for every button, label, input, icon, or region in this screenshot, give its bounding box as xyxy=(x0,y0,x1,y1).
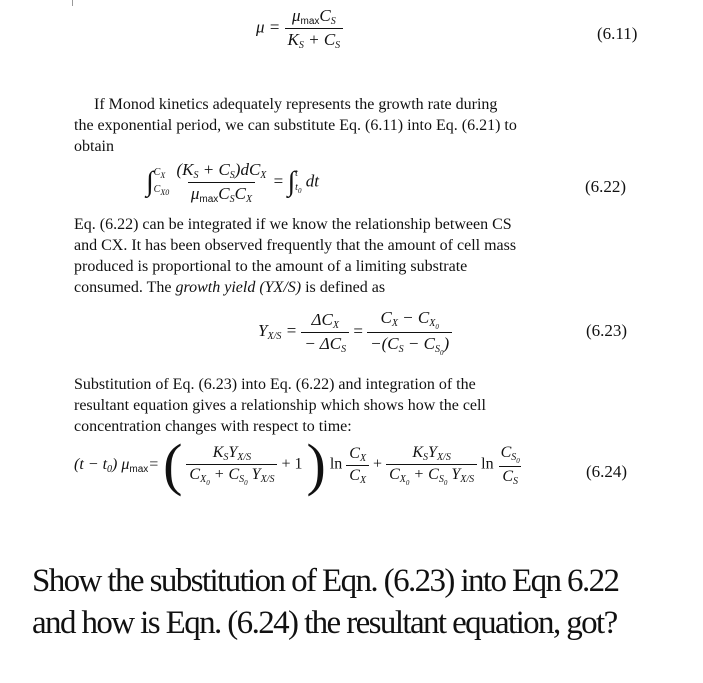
question-line: and how is Eqn. (6.24) the resultant equation, got? xyxy=(32,605,617,641)
equation-6-23: $Y_{X/S}$ = $\frac{\Delta C_X}{- \Delta C_S}$ = $\frac{C_X - C_{X_0}}{-(C_S - C_{S_0})}$ xyxy=(258,308,452,357)
equation-number-6-11: (6.11) xyxy=(597,24,638,43)
paragraph-monod xyxy=(74,94,630,157)
text-line: and CX. It has been observed frequently that the amount of cell mass xyxy=(74,237,517,254)
equation-number-6-23: (6.23) xyxy=(586,321,628,340)
text-line: the exponential period, we can substitute Eq. (6.11) into Eq. (6.21) to xyxy=(74,117,517,134)
text-line: Substitution of Eq. (6.23) into Eq. (6.22) and integration of the xyxy=(74,376,476,393)
equation-number-6-22: (6.22) xyxy=(585,177,627,196)
equation-6-24: $(t - t_0)$ $\mu_{max}=$ ( $\frac{K_SY_{X/S}}{C_{X_0} + C_{S_0} Y_{X/S}}$ + 1 ) ln $\frac{C_X}{C_X}$ + $\frac{K_SY_{X/S}}{C_{X_0} + C_{S_0} Y_{X/S}}$ ln $\frac{C_{S_0}}{C_S}$ xyxy=(74,432,520,497)
equation-6-22: $\int C_X$ $C_{X0}$ $\frac{(K_S + C_S)dC_X}{\mu_{max}C_SC_X}$ = ∫t $t_0$ dt xyxy=(146,160,319,205)
text-line: concentration changes with respect to time: xyxy=(74,418,352,435)
equation-6-11: μ = $\frac{\mu_{max}C_S}{K_S + C_S}$ xyxy=(256,6,343,51)
text-line: resultant equation gives a relationship which shows how the cell xyxy=(74,397,486,414)
question-line: Show the substitution of Eqn. (6.23) into Eqn 6.22 xyxy=(32,563,619,599)
text-line: If Monod kinetics adequately represents the growth rate during xyxy=(94,96,498,113)
growth-yield-term: growth yield (YX/S) xyxy=(175,279,302,296)
question-text xyxy=(32,560,692,644)
text-line: obtain xyxy=(74,138,114,155)
paragraph-yield xyxy=(74,214,630,298)
text-line: Eq. (6.22) can be integrated if we know the relationship between CS xyxy=(74,216,512,233)
text-line: produced is proportional to the amount of a limiting substrate xyxy=(74,258,468,275)
text-line: consumed. The growth yield (YX/S) is defined as xyxy=(74,279,386,296)
equation-number-6-24: (6.24) xyxy=(586,462,628,481)
scan-mark xyxy=(72,0,73,6)
paragraph-substitution xyxy=(74,374,630,437)
